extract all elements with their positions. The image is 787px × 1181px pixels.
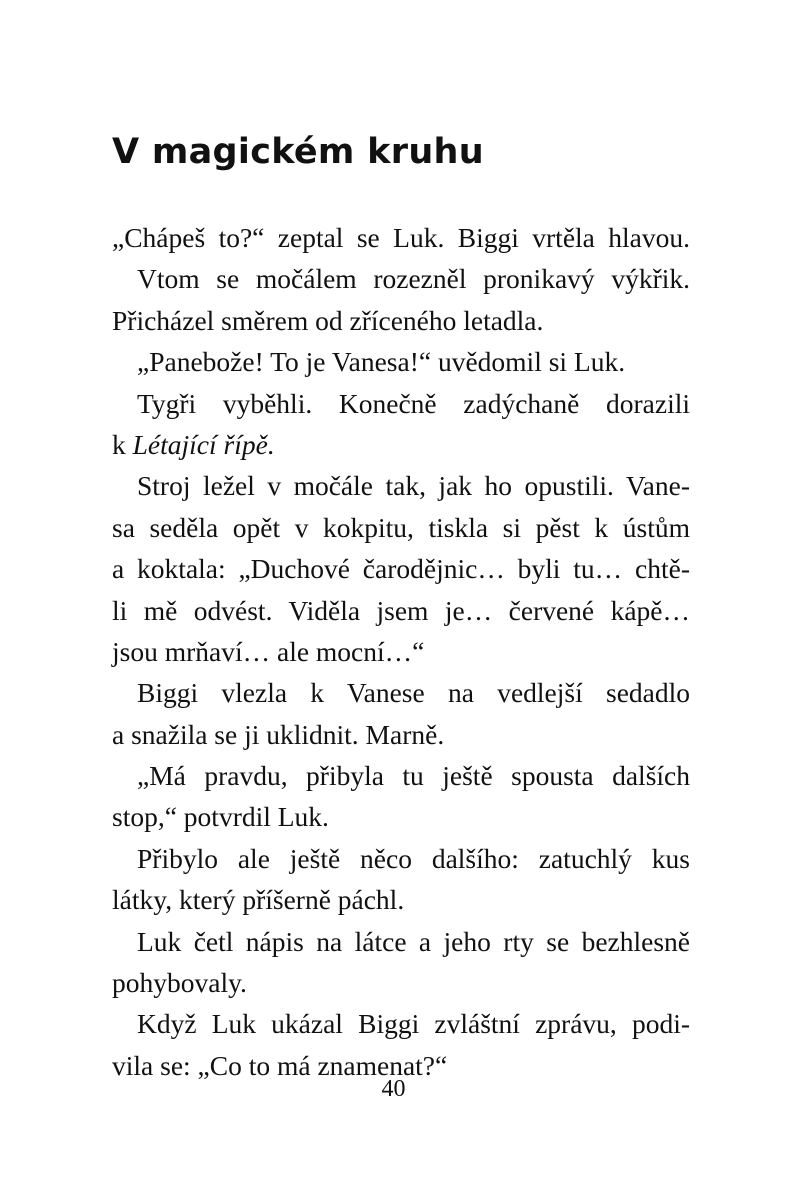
text-line: pohybovaly. [112,967,247,999]
text-line: jsou mrňaví… ale mocní…“ [112,635,425,667]
text-line: a koktala: „Duchové čarodějnic… byli tu… chtě- [112,553,690,585]
text-line: Když Luk ukázal Biggi zvláštní zprávu, podi- [137,1008,690,1040]
text-line: sa seděla opět v kokpitu, tiskla si pěst k ústům [112,511,690,543]
text-line: látky, který příšerně páchl. [112,884,405,916]
text-line [112,424,690,465]
text-line: Biggi vlezla k Vanese na vedlejší sedadlo [137,677,690,709]
text-line: Přicházel směrem od zříceného letadla. [112,304,544,336]
text-line: Přibylo ale ještě něco dalšího: zatuchlý kus [137,842,690,874]
page-number: 40 [381,1076,406,1102]
text-line: a snažila se ji uklidnit. Marně. [112,718,445,750]
text-line: „Panebože! To je Vanesa!“ uvědomil si Luk. [137,346,626,378]
chapter-title: V magickém kruhu [112,132,484,172]
text-line: li mě odvést. Viděla jsem je… červené kápě… [112,594,690,626]
text-line: stop,“ potvrdil Luk. [112,801,329,833]
italic-title: Létající řípě. [132,428,275,460]
text-line: Tygři vyběhli. Konečně zadýchaně dorazili [137,387,690,419]
text-line: „Má pravdu, přibyla tu ještě spousta dalších [137,760,690,792]
text-line: Stroj ležel v močále tak, jak ho opustili. Vane- [137,470,690,502]
text-line: vila se: „Co to má znamenat?“ [112,1049,448,1081]
body-text [112,217,690,1086]
text-line: Vtom se močálem rozezněl pronikavý výkřik. [137,263,690,295]
text-line: „Chápeš to?“ zeptal se Luk. Biggi vrtěla hlavou. [112,222,690,253]
text-fragment: k [112,428,133,460]
text-line: Luk četl nápis na látce a jeho rty se bezhlesně [137,925,690,957]
